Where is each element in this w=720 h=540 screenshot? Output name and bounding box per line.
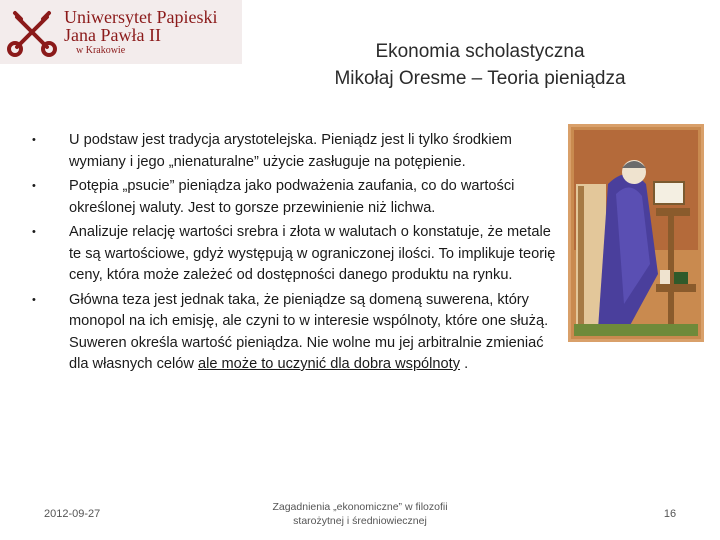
page-number: 16	[663, 508, 677, 520]
bullet-glyph: •	[32, 134, 36, 146]
title-line-1: Ekonomia scholastyczna	[375, 41, 585, 62]
bullet-item	[28, 130, 558, 173]
bullet-item	[28, 222, 558, 287]
logo-line-3: w Krakowie	[76, 45, 126, 56]
underlined-phrase: ale może to uczynić dla dobra wspólnoty	[197, 356, 461, 372]
bullet-text: Analizuje relację wartości srebra i złota w walutach o konstatuje, że metale te są wartościowe, gdyż występują w ograniczonej ilości. To implikuje teorię ceny, która może zależeć od dostępności danego produktu na rynku.	[69, 224, 556, 283]
bullet-text-end: .	[460, 356, 469, 372]
slide-title	[270, 38, 690, 92]
crossed-keys-icon	[0, 0, 64, 64]
bullet-text: U podstaw jest tradycja arystotelejska. Pieniądz jest li tylko środkiem wymiany i jego „nienaturalne” użycie zasługuje na potępienie.	[69, 132, 512, 170]
university-logo	[0, 0, 242, 64]
footer-caption-line-2: starożytnej i średniowiecznej	[293, 515, 427, 527]
logo-line-1: Uniwersytet Papieski	[64, 7, 218, 27]
logo-text	[64, 8, 217, 56]
bullet-text-part: Główna teza jest jednak taka, że pieniądze są domeną suwerena, który monopol na ich emisję, ale czyni to w interesie wspólnoty, które one służą. Suweren określa wartość pieniądza. Nie wolne mu jej arbitralnie zmieniać dla własnych celów	[69, 291, 549, 372]
medieval-scholar-illustration	[568, 124, 704, 342]
bullet-list	[28, 130, 558, 376]
bullet-item	[28, 176, 558, 219]
bullet-glyph: •	[32, 226, 36, 238]
logo-line-2: Jana Pawła II	[64, 25, 161, 45]
bullet-glyph: •	[32, 293, 36, 306]
title-line-2: Mikołaj Oresme – Teoria pieniądza	[334, 68, 626, 89]
bullet-item	[28, 290, 558, 376]
bullet-glyph: •	[32, 180, 36, 192]
bullet-text	[69, 290, 558, 376]
footer-date: 2012-09-27	[44, 508, 101, 520]
bullet-text: Potępia „psucie” pieniądza jako podważenia zaufania, co do wartości określonej waluty. Jest to gorsze przewinienie niż lichwa.	[69, 178, 515, 216]
footer-caption	[255, 500, 465, 528]
footer-caption-line-1: Zagadnienia „ekonomiczne” w filozofii	[272, 501, 448, 513]
